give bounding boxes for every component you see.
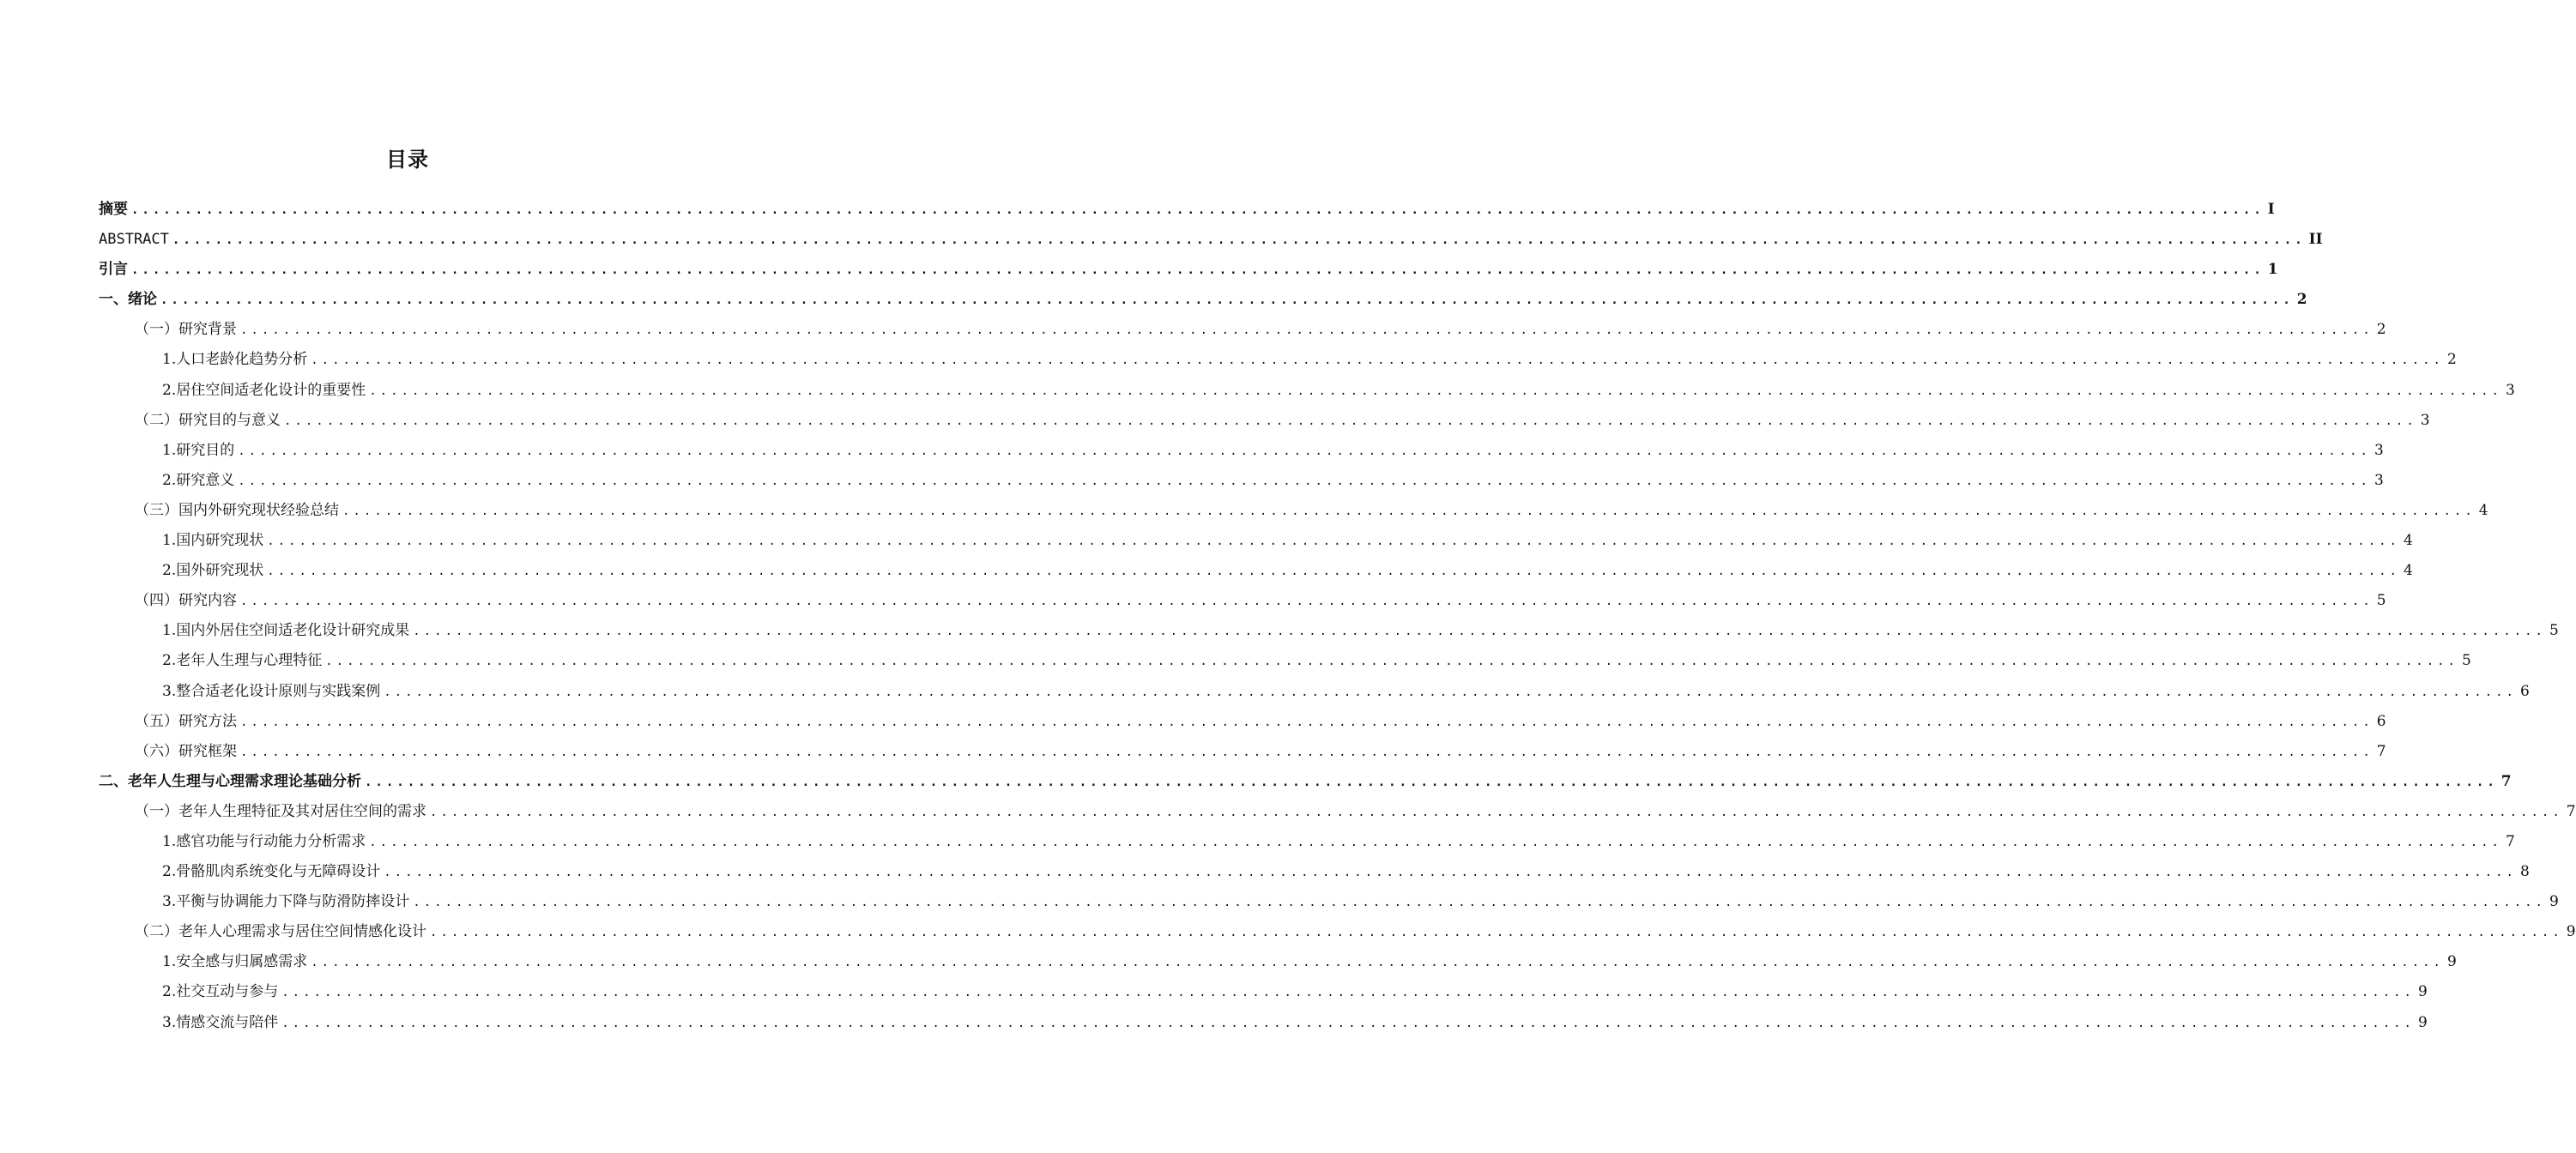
toc-dot-leader: ........................................................................................................................................................................................................ — [267, 564, 2400, 579]
toc-entry[interactable] — [99, 406, 2430, 436]
toc-page-number: 9 — [2549, 893, 2559, 911]
toc-entry[interactable] — [99, 1008, 2428, 1038]
toc-page-number: I — [2267, 201, 2275, 218]
toc-dot-leader: ........................................................................................................................................................................................................ — [267, 534, 2400, 549]
toc-entry[interactable] — [99, 857, 2530, 887]
toc-dot-leader: ........................................................................................................................................................................................................ — [430, 926, 2563, 940]
toc-entry[interactable] — [99, 707, 2386, 737]
toc-entry[interactable] — [99, 737, 2386, 767]
toc-dot-leader: ........................................................................................................................................................................................................ — [430, 805, 2563, 819]
toc-page-number: 2 — [2376, 321, 2386, 339]
toc-entry[interactable] — [99, 225, 2323, 255]
toc-page-number: 3 — [2505, 381, 2515, 399]
toc-entry-label: （五）研究方法 — [135, 712, 237, 730]
toc-page-number: 5 — [2376, 592, 2386, 610]
toc-page-number: 1 — [2267, 261, 2278, 279]
toc-dot-leader: ........................................................................................................................................................................................................ — [172, 233, 2306, 248]
toc-entry[interactable] — [99, 646, 2471, 676]
toc-entry-label: 2.骨骼肌肉系统变化与无障碍设计 — [162, 863, 381, 881]
toc-entry-label: 2.老年人生理与心理特征 — [162, 652, 323, 670]
toc-page-number: 7 — [2376, 742, 2386, 760]
toc-page-number: 4 — [2403, 562, 2413, 580]
toc-dot-leader: ........................................................................................................................................................................................................ — [311, 956, 2444, 970]
toc-entry-label: （三）国内外研究现状经验总结 — [135, 501, 339, 519]
toc-entry-label: 2.社交互动与参与 — [162, 983, 279, 1001]
toc-entry-label: 二、老年人生理与心理需求理论基础分析 — [99, 772, 361, 790]
page-title: 目录 — [386, 148, 429, 172]
toc-dot-leader: ........................................................................................................................................................................................................ — [369, 835, 2502, 849]
toc-entry[interactable] — [99, 767, 2512, 797]
toc-entry[interactable] — [99, 677, 2530, 707]
toc-page-number: 7 — [2505, 832, 2515, 850]
toc-entry-label: 3.平衡与协调能力下降与防滑防摔设计 — [162, 893, 410, 911]
toc-dot-leader: ........................................................................................................................................................................................................ — [369, 383, 2502, 398]
toc-entry-label: （二）老年人心理需求与居住空间情感化设计 — [135, 923, 426, 941]
toc-page-number: 4 — [2478, 501, 2488, 519]
toc-entry-label: 2.居住空间适老化设计的重要性 — [162, 381, 366, 399]
toc-page-number: 6 — [2376, 712, 2386, 730]
toc-entry-label: 1.人口老龄化趋势分析 — [162, 351, 308, 369]
toc-entry-label: 3.情感交流与陪伴 — [162, 1013, 279, 1031]
toc-page-number: 7 — [2500, 772, 2512, 790]
toc-entry[interactable] — [99, 797, 2576, 827]
toc-page-number: 9 — [2566, 923, 2576, 941]
toc-dot-leader: ........................................................................................................................................................................................................ — [413, 625, 2546, 639]
toc-entry[interactable] — [99, 586, 2386, 616]
toc-entry-label: （四）研究内容 — [135, 592, 237, 610]
toc-dot-leader: ........................................................................................................................................................................................................ — [240, 715, 2373, 729]
toc-entry-label: 1.国内外居住空间适老化设计研究成果 — [162, 622, 410, 640]
toc-page-number: 3 — [2373, 471, 2384, 489]
toc-entry-label: 1.感官功能与行动能力分析需求 — [162, 832, 366, 850]
toc-page-number: 5 — [2461, 652, 2471, 670]
toc-entry-label: 3.整合适老化设计原则与实践案例 — [162, 682, 381, 700]
toc-page-number: 2 — [2296, 291, 2307, 309]
toc-entry-label: ABSTRACT — [99, 231, 169, 249]
toc-entry[interactable] — [99, 315, 2386, 345]
toc-dot-leader: ........................................................................................................................................................................................................ — [160, 293, 2294, 308]
toc-entry-label: （一）老年人生理特征及其对居住空间的需求 — [135, 802, 426, 820]
toc-entry-label: （六）研究框架 — [135, 742, 237, 760]
toc-entry-label: 1.研究目的 — [162, 441, 235, 459]
toc-dot-leader: ........................................................................................................................................................................................................ — [384, 685, 2517, 699]
toc-entry[interactable] — [99, 556, 2413, 586]
toc-entry[interactable] — [99, 827, 2515, 857]
table-of-contents — [99, 195, 2576, 1038]
toc-page-number: 8 — [2519, 863, 2530, 881]
toc-dot-leader: ........................................................................................................................................................................................................ — [384, 866, 2517, 880]
toc-entry[interactable] — [99, 376, 2515, 406]
toc-entry-label: 一、绪论 — [99, 291, 157, 309]
toc-page-number: 7 — [2566, 802, 2576, 820]
toc-entry-label: 2.研究意义 — [162, 471, 235, 489]
toc-entry-label: 摘要 — [99, 201, 128, 218]
toc-page-number: 5 — [2549, 622, 2559, 640]
toc-entry[interactable] — [99, 616, 2559, 646]
toc-entry[interactable] — [99, 466, 2384, 496]
toc-dot-leader: ........................................................................................................................................................................................................ — [365, 775, 2498, 789]
toc-entry-label: 1.国内研究现状 — [162, 532, 264, 550]
toc-entry[interactable] — [99, 496, 2488, 526]
toc-page-number: 4 — [2403, 532, 2413, 550]
toc-dot-leader: ........................................................................................................................................................................................................ — [325, 655, 2458, 669]
toc-entry-label: 1.安全感与归属感需求 — [162, 953, 308, 971]
toc-entry[interactable] — [99, 947, 2457, 977]
toc-dot-leader: ........................................................................................................................................................................................................ — [281, 1016, 2415, 1030]
toc-dot-leader: ........................................................................................................................................................................................................ — [131, 263, 2265, 278]
toc-dot-leader: ........................................................................................................................................................................................................ — [284, 414, 2417, 428]
toc-dot-leader: ........................................................................................................................................................................................................ — [342, 504, 2476, 518]
toc-dot-leader: ........................................................................................................................................................................................................ — [238, 444, 2371, 458]
toc-entry-label: 引言 — [99, 261, 128, 279]
toc-dot-leader: ........................................................................................................................................................................................................ — [131, 203, 2265, 217]
toc-page-number: 6 — [2519, 682, 2530, 700]
toc-dot-leader: ........................................................................................................................................................................................................ — [240, 745, 2373, 759]
toc-dot-leader: ........................................................................................................................................................................................................ — [240, 595, 2373, 609]
toc-dot-leader: ........................................................................................................................................................................................................ — [413, 896, 2546, 910]
toc-entry[interactable] — [99, 436, 2384, 466]
toc-entry-label: （二）研究目的与意义 — [135, 411, 281, 429]
toc-dot-leader: ........................................................................................................................................................................................................ — [311, 353, 2444, 368]
toc-dot-leader: ........................................................................................................................................................................................................ — [238, 474, 2371, 488]
toc-entry[interactable] — [99, 887, 2559, 917]
toc-dot-leader: ........................................................................................................................................................................................................ — [281, 986, 2415, 1000]
toc-page-number: 3 — [2420, 411, 2430, 429]
toc-page-number: 9 — [2417, 983, 2428, 1001]
toc-page-number: 2 — [2446, 351, 2457, 369]
toc-entry[interactable] — [99, 526, 2413, 556]
toc-entry[interactable] — [99, 285, 2307, 315]
toc-entry[interactable] — [99, 195, 2275, 225]
toc-entry[interactable] — [99, 917, 2576, 947]
toc-page-number: 9 — [2446, 953, 2457, 971]
toc-page-number: II — [2308, 231, 2323, 249]
toc-page-number: 9 — [2417, 1013, 2428, 1031]
toc-entry[interactable] — [99, 977, 2428, 1007]
toc-entry-label: （一）研究背景 — [135, 321, 237, 339]
toc-entry-label: 2.国外研究现状 — [162, 562, 264, 580]
toc-entry[interactable] — [99, 255, 2278, 285]
toc-entry[interactable] — [99, 345, 2457, 375]
toc-dot-leader: ........................................................................................................................................................................................................ — [240, 323, 2373, 338]
toc-page-number: 3 — [2373, 441, 2384, 459]
